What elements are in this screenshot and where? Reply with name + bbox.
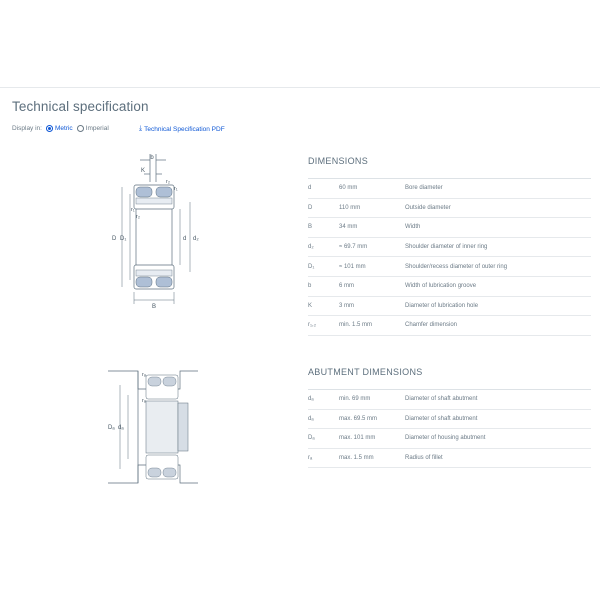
radio-unselected-icon: [77, 125, 84, 132]
row-symbol: D₁: [308, 263, 315, 270]
row-value: 34 mm: [339, 224, 358, 231]
header-divider: [0, 87, 600, 88]
dim-d-label: d: [183, 236, 187, 242]
table-row: [308, 238, 591, 258]
row-description: Chamfer dimension: [405, 322, 458, 329]
dim-ra-mid-label: rₐ: [142, 398, 146, 404]
pdf-link-label: Technical Specification PDF: [144, 125, 225, 133]
imperial-radio[interactable]: [77, 125, 109, 132]
bearing-section-drawing: [100, 152, 210, 312]
table-row: [308, 179, 591, 199]
abutment-drawing: [100, 365, 210, 490]
row-symbol: d₂: [308, 244, 314, 251]
download-icon: ⤓: [139, 125, 143, 132]
row-symbol: rₐ: [308, 455, 313, 462]
row-symbol: dₐ: [308, 396, 314, 403]
row-description: Outside diameter: [405, 204, 451, 211]
row-description: Bore diameter: [405, 185, 443, 192]
row-description: Width of lubrication groove: [405, 283, 477, 290]
row-description: Diameter of shaft abutment: [405, 415, 478, 422]
display-label: Display in:: [12, 125, 42, 132]
imperial-label: Imperial: [85, 125, 109, 132]
row-description: Radius of fillet: [405, 455, 443, 462]
dim-d2-label: d₂: [193, 236, 199, 242]
dim-r2-label: r₂: [166, 179, 170, 185]
row-description: Shoulder diameter of inner ring: [405, 244, 488, 251]
row-description: Shoulder/recess diameter of outer ring: [405, 263, 508, 270]
row-value: max. 1.5 mm: [339, 455, 374, 462]
table-row: [308, 410, 591, 430]
table-row: [308, 390, 591, 410]
dim-r1-label: r₁: [174, 186, 178, 192]
row-value: min. 1.5 mm: [339, 322, 373, 329]
row-symbol: d: [308, 185, 312, 192]
dim-ra-top-label: rₐ: [142, 372, 146, 378]
table-row: [308, 277, 591, 297]
metric-radio[interactable]: [46, 125, 73, 132]
row-symbol: Dₐ: [308, 435, 315, 442]
dim-D1-label: D₁: [120, 236, 127, 242]
row-symbol: b: [308, 283, 312, 290]
pdf-download-link[interactable]: [139, 125, 225, 133]
table-row: [308, 199, 591, 219]
row-symbol: r₁,₂: [308, 322, 317, 329]
row-value: ≈ 101 mm: [339, 263, 366, 270]
table-row: [308, 449, 591, 469]
metric-label: Metric: [54, 125, 73, 132]
row-value: min. 69 mm: [339, 396, 371, 403]
row-value: 110 mm: [339, 204, 361, 211]
row-value: 3 mm: [339, 302, 354, 309]
page-title: Technical specification: [12, 99, 149, 114]
dim-b-label: b: [150, 155, 154, 161]
table-row: [308, 257, 591, 277]
row-description: Diameter of housing abutment: [405, 435, 486, 442]
row-symbol: K: [308, 302, 313, 309]
table-row: [308, 297, 591, 317]
dim-Da-label: Dₐ: [108, 425, 115, 431]
table-row: [308, 218, 591, 238]
dim-da-label: dₐ: [118, 425, 124, 431]
dimensions-table: [308, 178, 591, 336]
abutment-table: [308, 389, 591, 468]
dim-K-label: K: [140, 168, 146, 174]
dim-r1b-label: r₁: [131, 207, 135, 213]
dim-B-label: B: [151, 304, 157, 310]
row-value: max. 69.5 mm: [339, 415, 378, 422]
row-description: Width: [405, 224, 421, 231]
radio-selected-icon: [46, 125, 53, 132]
row-symbol: B: [308, 224, 313, 231]
row-description: Diameter of shaft abutment: [405, 396, 478, 403]
row-symbol: dₐ: [308, 415, 314, 422]
table-row: [308, 429, 591, 449]
row-value: max. 101 mm: [339, 435, 376, 442]
row-description: Diameter of lubrication hole: [405, 302, 479, 309]
dimensions-title: DIMENSIONS: [308, 156, 369, 166]
row-value: 6 mm: [339, 283, 354, 290]
unit-selector: [12, 125, 113, 132]
row-symbol: D: [308, 204, 313, 211]
table-row: [308, 316, 591, 336]
dim-r2b-label: r₂: [136, 214, 140, 220]
abutment-title: ABUTMENT DIMENSIONS: [308, 367, 423, 377]
row-value: 60 mm: [339, 185, 358, 192]
dim-D-label: D: [112, 236, 117, 242]
row-value: ≈ 69.7 mm: [339, 244, 368, 251]
